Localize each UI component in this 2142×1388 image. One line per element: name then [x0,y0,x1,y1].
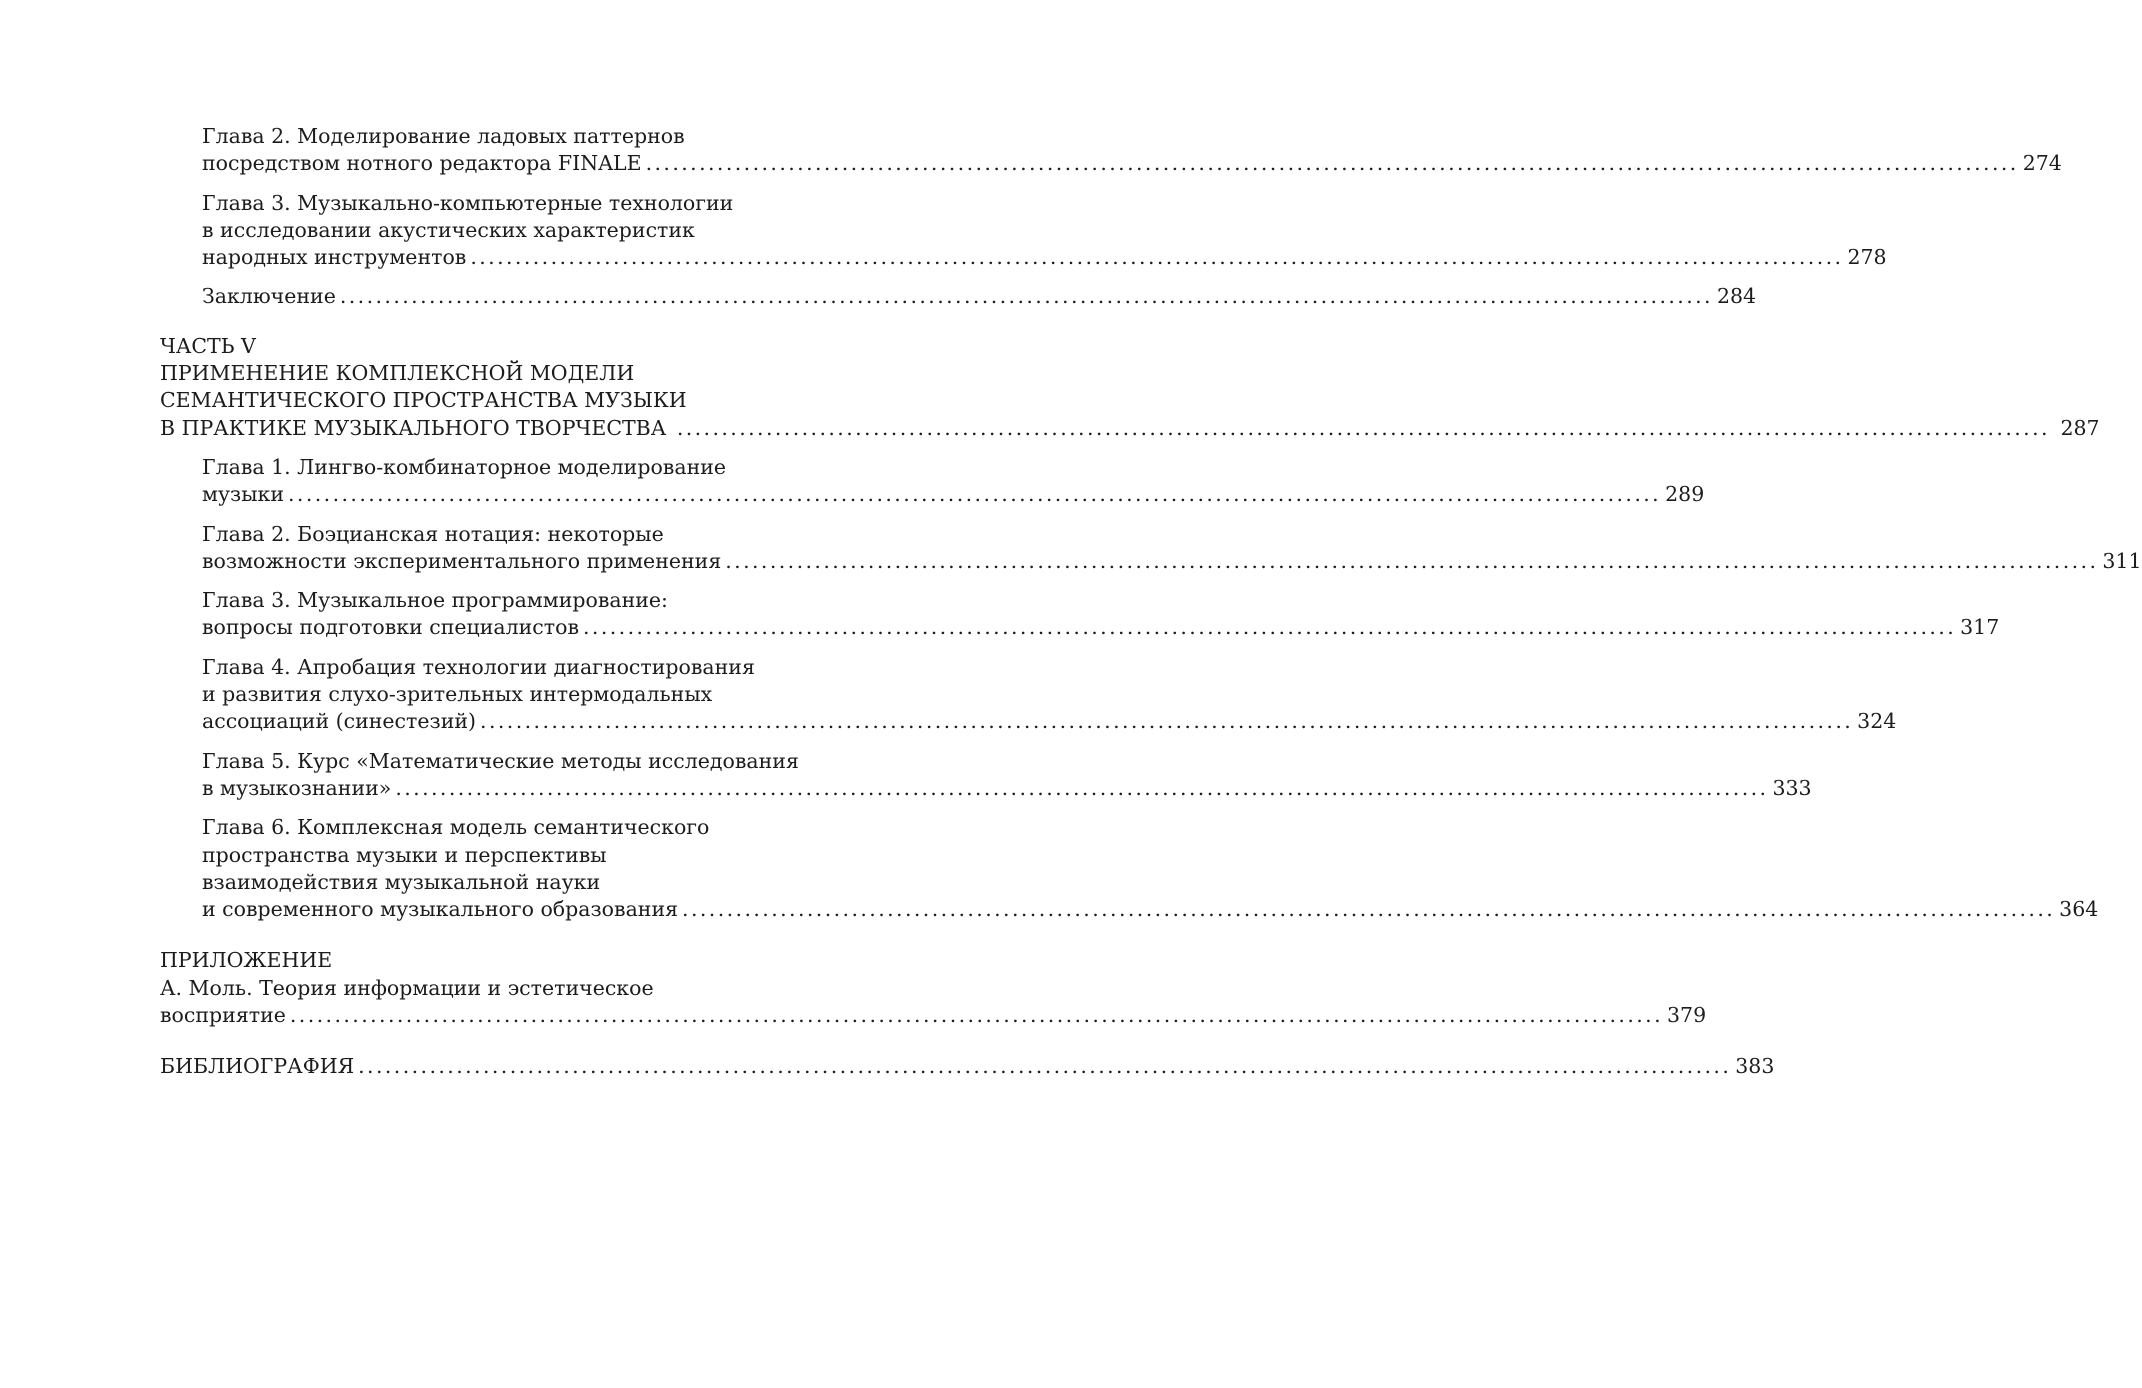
toc-entry-line: Глава 2. Боэцианская нотация: некоторые [202,521,664,546]
leader-dots [288,481,1661,508]
page-number: 379 [1667,1003,1707,1028]
part-title-line: СЕМАНТИЧЕСКОГО ПРОСТРАНСТВА МУЗЫКИ [160,388,687,413]
toc-entry-line: в исследовании акустических характеристик [202,217,695,242]
page-number: 364 [2059,897,2099,922]
toc-entry-last-line [202,244,1887,271]
toc-entry-line: Глава 3. Музыкально-компьютерные технологии [202,190,734,215]
page-number: 284 [1716,284,1757,309]
page-number: 324 [1857,709,1897,734]
toc-entry-last-line [202,481,1705,508]
part-title-end: В ПРАКТИКЕ МУЗЫКАЛЬНОГО ТВОРЧЕСТВА [160,415,667,440]
leader-dots [290,1002,1663,1029]
table-of-contents [160,123,2142,1081]
leader-dots [677,416,2050,440]
toc-entry-title-end: и современного музыкального образования [202,897,679,922]
toc-entry-title-end: народных инструментов [202,245,467,270]
page-number: 333 [1772,775,1812,800]
page-number: 289 [1665,482,1705,507]
toc-entry-line: Глава 5. Курс «Математические методы исследования [202,748,799,773]
toc-entry-last-line [202,775,1812,802]
toc-entry-conclusion[interactable] [160,283,1757,310]
leader-dots [470,244,1843,271]
leader-dots [646,150,2019,177]
section-label: БИБЛИОГРАФИЯ [160,1054,355,1079]
toc-entry-p5-chapter-2[interactable] [160,521,2142,576]
toc-entry-last-line [160,415,2100,442]
toc-entry-last-line [202,896,2099,923]
toc-entry-last-line [202,548,2142,575]
toc-entry-p5-chapter-1[interactable] [160,454,1705,509]
toc-entry-last-line [202,708,1897,735]
toc-entry-p5-chapter-4[interactable] [160,654,1897,736]
toc-entry-title-end: посредством нотного редактора FINALE [202,151,642,176]
toc-entry-line: А. Моль. Теория информации и эстетическое [160,975,654,1000]
toc-entry-bibliography[interactable] [160,1053,1775,1080]
part-title-line: ПРИМЕНЕНИЕ КОМПЛЕКСНОЙ МОДЕЛИ [160,361,635,386]
leader-dots [395,775,1768,802]
toc-entry-title-end: ассоциаций (синестезий) [202,709,477,734]
toc-entry-line: Глава 3. Музыкальное программирование: [202,588,668,613]
toc-entry-line: Глава 6. Комплексная модель семантического [202,815,710,840]
toc-entry-title-end: музыки [202,482,284,507]
section-label: ПРИЛОЖЕНИЕ [160,948,333,973]
leader-dots [358,1053,1731,1080]
toc-entry-title-end: возможности экспериментального применения [202,548,722,573]
page-number: 317 [1960,615,2000,640]
leader-dots [725,548,2098,575]
leader-dots [480,708,1853,735]
toc-entry-title-end: вопросы подготовки специалистов [202,615,579,640]
toc-entry-p5-chapter-5[interactable] [160,748,1812,803]
toc-entry-p5-chapter-3[interactable] [160,587,2000,642]
toc-entry-title-end: восприятие [160,1003,286,1028]
toc-entry-line: Глава 4. Апробация технологии диагностирования [202,654,755,679]
part-label: ЧАСТЬ V [160,333,256,358]
toc-entry-p5-chapter-6[interactable] [160,814,2099,923]
page-number: 311 [2102,548,2142,573]
toc-entry-part-5[interactable] [160,333,2100,442]
toc-entry-appendix[interactable] [160,947,1707,1029]
toc-entry-last-line [202,150,2062,177]
toc-entry-line: Глава 1. Лингво-комбинаторное моделирование [202,454,727,479]
toc-entry-line: Глава 2. Моделирование ладовых паттернов [202,124,685,148]
page-number: 383 [1735,1054,1775,1079]
page-number: 274 [2022,151,2062,176]
toc-entry-last-line [202,283,1757,310]
toc-entry-last-line [160,1053,1775,1080]
toc-entry-title-end: в музыкознании» [202,775,392,800]
page-number: 278 [1847,245,1887,270]
toc-entry-last-line [202,614,2000,641]
toc-entry-line: и развития слухо-зрительных интермодальных [202,682,713,707]
leader-dots [583,614,1956,641]
toc-entry-line: пространства музыки и перспективы [202,842,607,867]
toc-entry-chapter-3-acoustics[interactable] [160,190,1887,272]
toc-entry-chapter-2-finale[interactable] [160,123,2062,178]
page-number: 287 [2060,415,2100,440]
toc-entry-line: взаимодействия музыкальной науки [202,869,601,894]
leader-dots [682,896,2055,923]
toc-entry-title-end: Заключение [202,284,336,309]
leader-dots [340,283,1713,310]
toc-entry-last-line [160,1002,1707,1029]
